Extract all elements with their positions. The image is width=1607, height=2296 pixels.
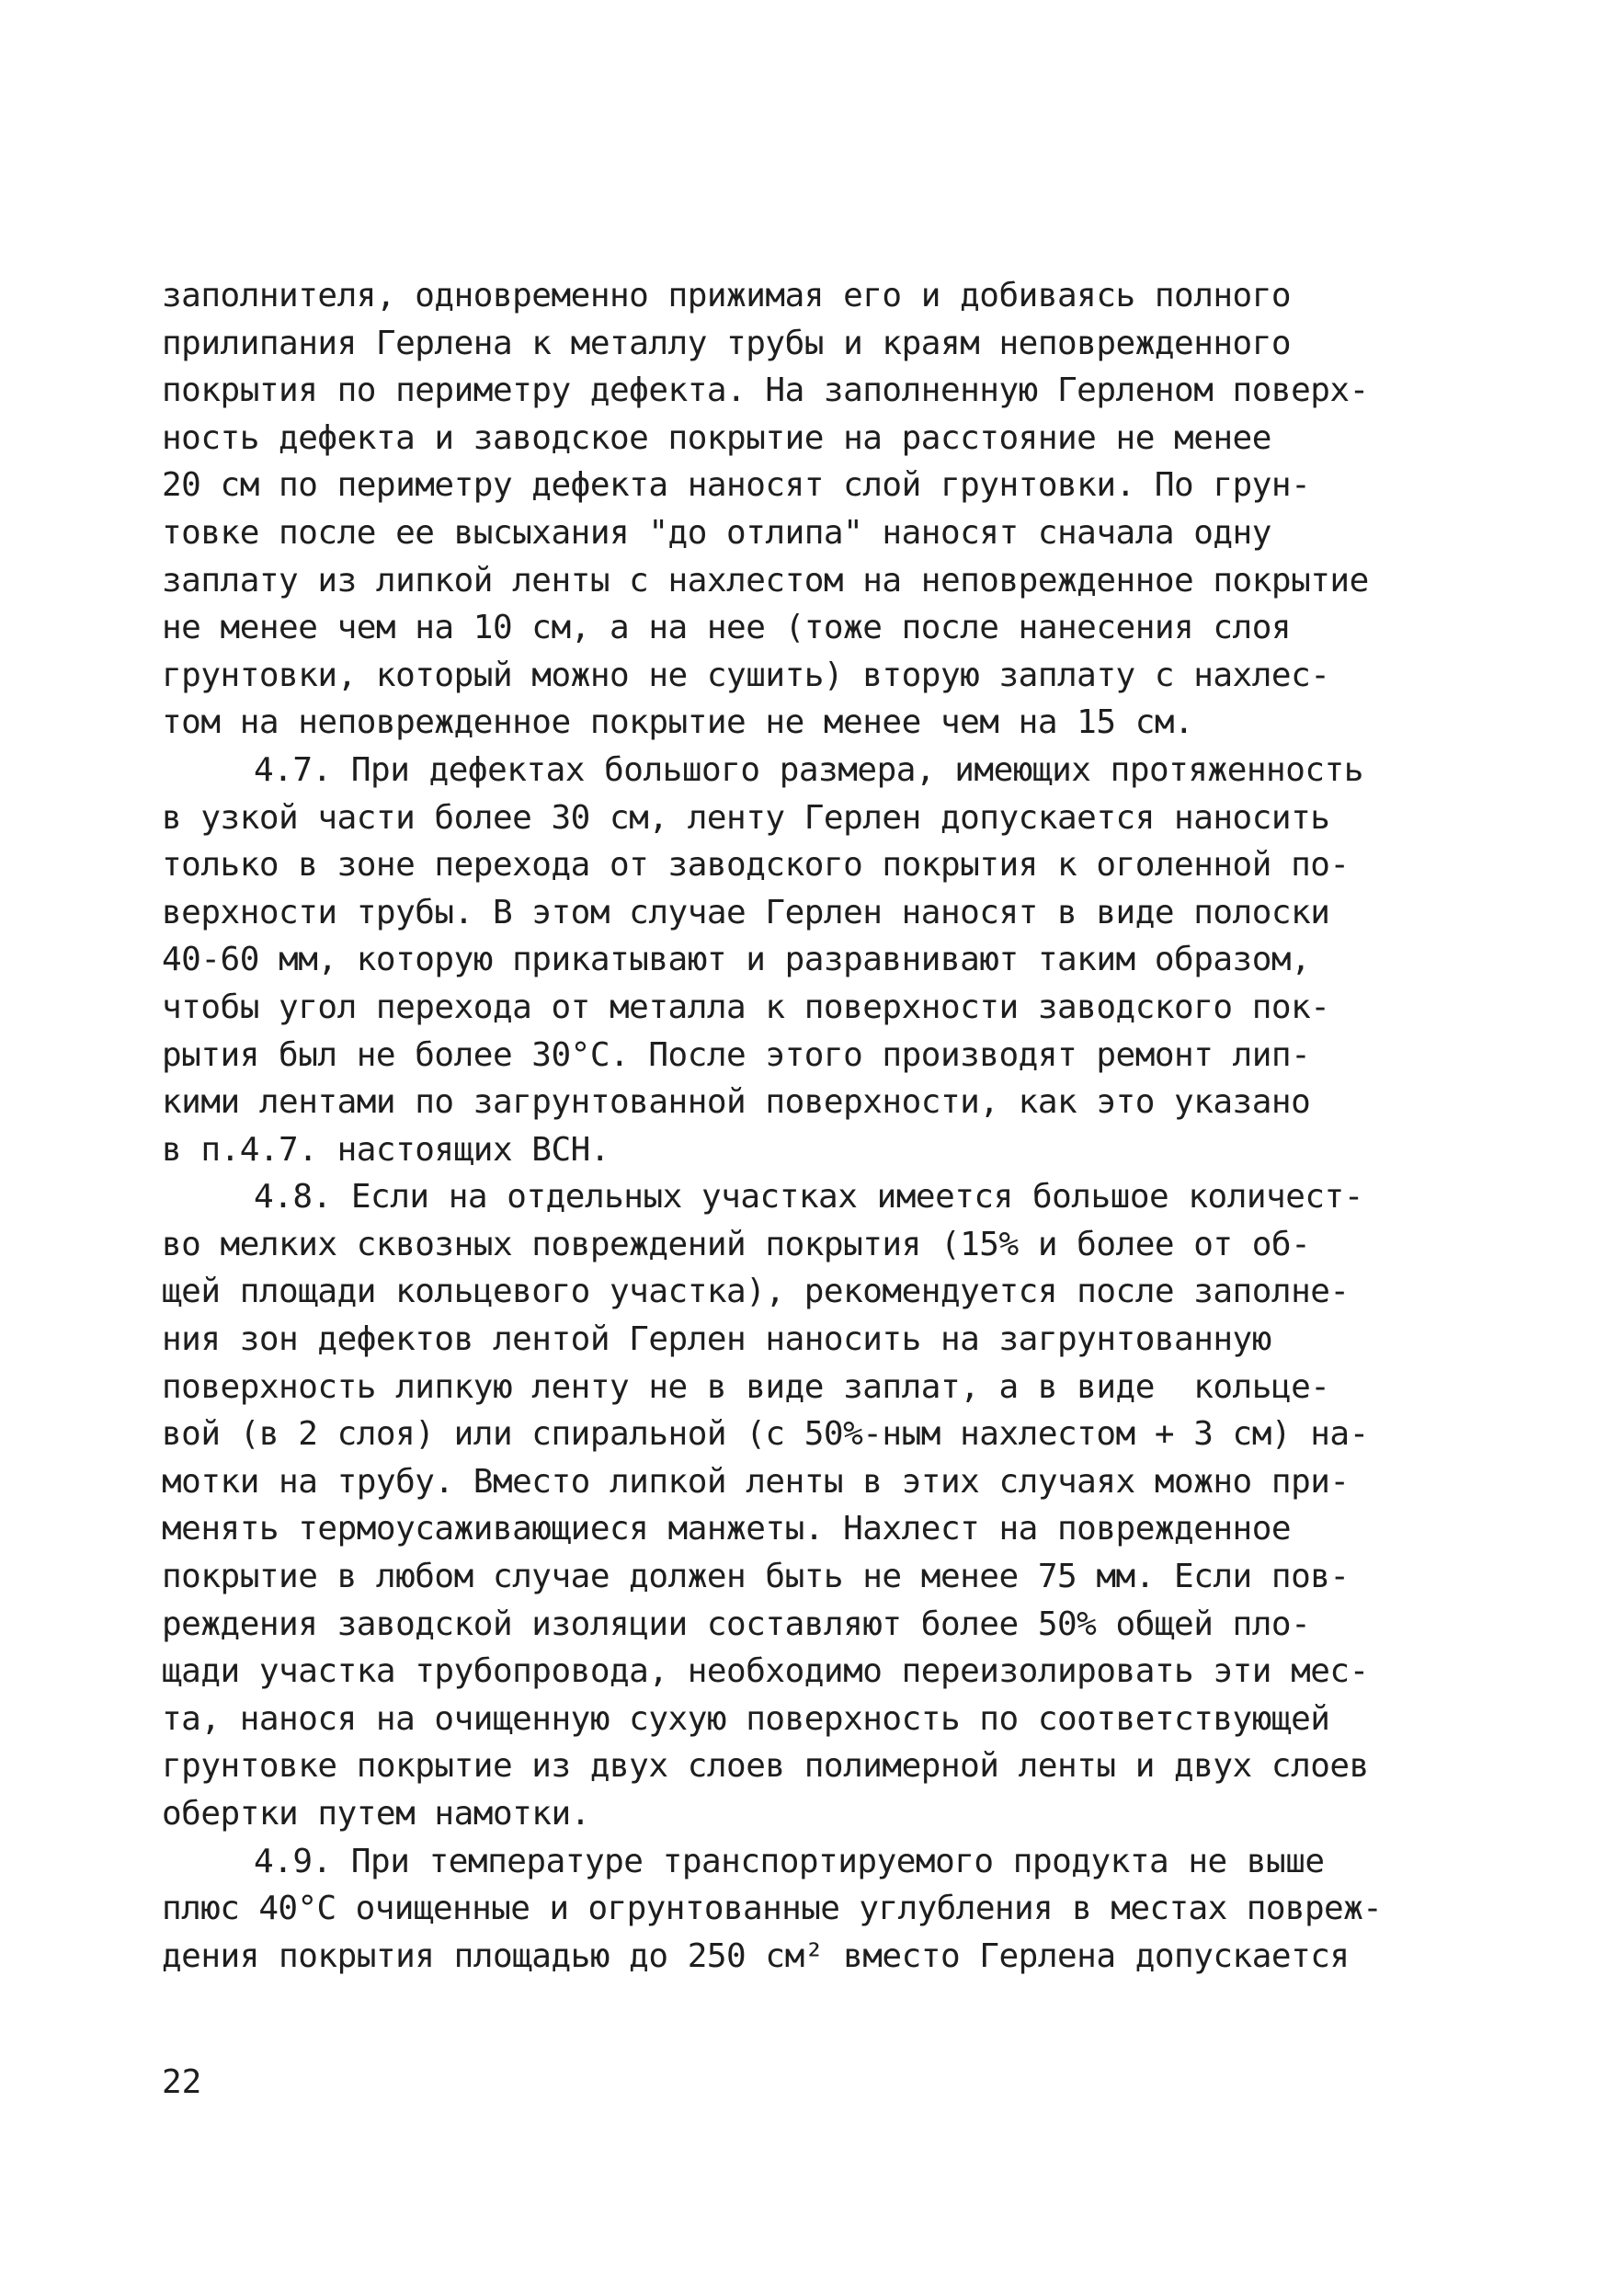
text-line: ность дефекта и заводское покрытие на расстояние не менее (162, 418, 1271, 457)
text-line: поверхность липкую ленту не в виде заплат, а в виде кольце- (162, 1367, 1330, 1406)
text-line: грунтовки, который можно не сушить) вторую заплату с нахлес- (162, 656, 1330, 694)
text-line: в узкой части более 30 см, ленту Герлен допускается наносить (162, 798, 1330, 837)
text-line: в п.4.7. настоящих ВСН. (162, 1130, 610, 1169)
text-line: прилипания Герлена к металлу трубы и краям неповрежденного (162, 324, 1292, 362)
text-line: реждения заводской изоляции составляют более 50% общей пло- (162, 1605, 1311, 1643)
text-line: та, нанося на очищенную сухую поверхность по соответствующей (162, 1699, 1330, 1738)
text-line: во мелких сквозных повреждений покрытия (15% и более от об- (162, 1225, 1311, 1263)
text-line: чтобы угол перехода от металла к поверхности заводского пок- (162, 988, 1330, 1026)
text-line: не менее чем на 10 см, а на нее (тоже после нанесения слоя (162, 609, 1292, 647)
text-line: заполнителя, одновременно прижимая его и добиваясь полного (162, 277, 1292, 314)
body-text (162, 272, 1385, 1980)
text-line: покрытие в любом случае должен быть не менее 75 мм. Если пов- (162, 1558, 1350, 1596)
text-line: грунтовке покрытие из двух слоев полимерной ленты и двух слоев (162, 1747, 1369, 1786)
text-line: заплату из липкой ленты с нахлестом на неповрежденное покрытие (162, 561, 1369, 600)
text-line: покрытия по периметру дефекта. На заполненную Герленом поверх- (162, 371, 1369, 410)
text-line: дения покрытия площадью до 250 см² вместо Герлена допускается (162, 1936, 1350, 1975)
text-line: менять термоусаживающиеся манжеты. Нахлест на поврежденное (162, 1510, 1292, 1548)
paragraph-first-line: 4.8. Если на отдельных участках имеется большое количест- (254, 1178, 1363, 1217)
text-line: плюс 40°С очищенные и огрунтованные углубления в местах повреж- (162, 1890, 1383, 1928)
text-line: кими лентами по загрунтованной поверхности, как это указано (162, 1083, 1311, 1122)
text-line: 20 см по периметру дефекта наносят слой грунтовки. По грун- (162, 466, 1311, 505)
text-line: только в зоне перехода от заводского покрытия к оголенной по- (162, 846, 1350, 885)
paragraph-first-line: 4.9. При температуре транспортируемого продукта не выше (254, 1842, 1325, 1880)
text-line: 40-60 мм, которую прикатывают и разравнивают таким образом, (162, 941, 1311, 979)
text-line: щей площади кольцевого участка), рекомендуется после заполне- (162, 1273, 1350, 1311)
text-line: мотки на трубу. Вместо липкой ленты в этих случаях можно при- (162, 1462, 1350, 1501)
text-line: рытия был не более 30°С. После этого производят ремонт лип- (162, 1035, 1311, 1074)
text-line: том на неповрежденное покрытие не менее чем на 15 см. (162, 703, 1194, 742)
paragraph-first-line: 4.7. При дефектах большого размера, имеющих протяженность (254, 750, 1363, 789)
text-line: ния зон дефектов лентой Герлен наносить на загрунтованную (162, 1320, 1271, 1359)
text-line: обертки путем намотки. (162, 1795, 590, 1833)
text-line: щади участка трубопровода, необходимо переизолировать эти мес- (162, 1652, 1369, 1691)
text-line: товке после ее высыхания "до отлипа" наносят сначала одну (162, 513, 1271, 552)
text-line: вой (в 2 слоя) или спиральной (с 50%-ным нахлестом + 3 см) на- (162, 1415, 1369, 1454)
text-line: верхности трубы. В этом случае Герлен наносят в виде полоски (162, 893, 1330, 931)
page-number: 22 (162, 2063, 202, 2101)
